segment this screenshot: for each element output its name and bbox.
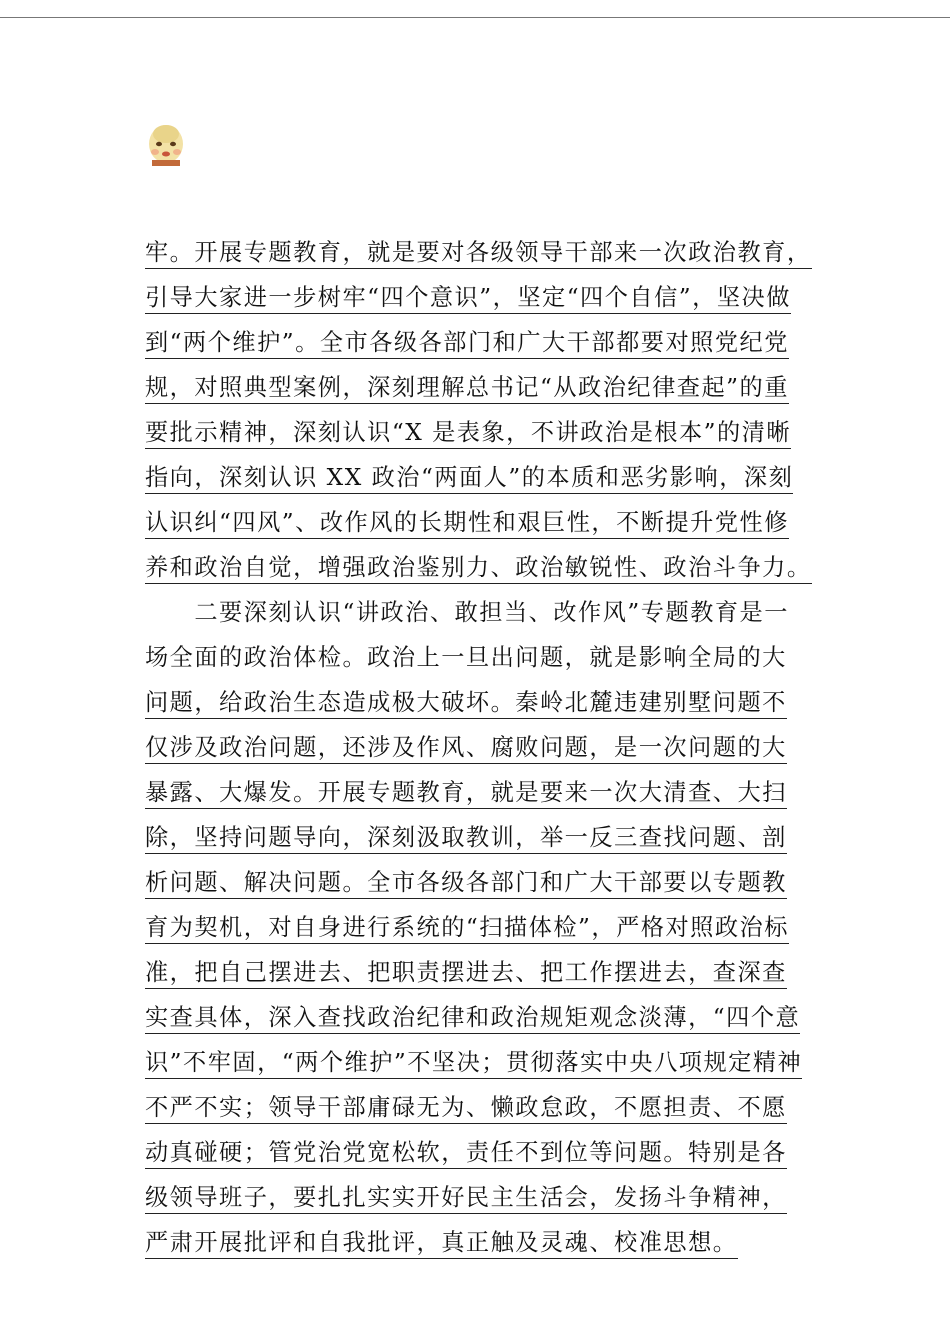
text-line: 场全面的政治体检。政治上一旦出问题，就是影响全局的大: [145, 644, 787, 671]
text-line: 不严不实；领导干部庸碌无为、懒政怠政，不愿担责、不愿: [145, 1089, 845, 1134]
text-line: 级领导班子，要扎扎实实开好民主生活会，发扬斗争精神，: [145, 1179, 845, 1224]
text-line: 引导大家进一步树牢“四个意识”，坚定“四个自信”，坚决做: [145, 279, 845, 324]
text-line: 问题，给政治生态造成极大破坏。秦岭北麓违建别墅问题不: [145, 684, 845, 729]
text-line: 认识纠“四风”、改作风的长期性和艰巨性，不断提升党性修: [145, 504, 845, 549]
text-line: 牢。开展专题教育，就是要对各级领导干部来一次政治教育，: [145, 234, 845, 279]
text-line: 识”不牢固，“两个维护”不坚决；贯彻落实中央八项规定精神: [145, 1044, 845, 1089]
document-body: [145, 234, 845, 1269]
paragraph-2: [145, 594, 845, 1269]
header-rule: [0, 17, 950, 18]
text-line: 除，坚持问题导向，深刻汲取教训，举一反三查找问题、剖: [145, 819, 845, 864]
text-line: 规，对照典型案例，深刻理解总书记“从政治纪律查起”的重: [145, 369, 845, 414]
text-line: 仅涉及政治问题，还涉及作风、腐败问题，是一次问题的大: [145, 729, 845, 774]
paragraph-1: [145, 234, 845, 594]
text-line: 析问题、解决问题。全市各级各部门和广大干部要以专题教: [145, 864, 845, 909]
baby-face-logo: [144, 122, 188, 166]
text-line: 养和政治自觉，增强政治鉴别力、政治敏锐性、政治斗争力。: [145, 549, 845, 594]
text-line: 育为契机，对自身进行系统的“扫描体检”，严格对照政治标: [145, 909, 845, 954]
text-line: 二要深刻认识“讲政治、敢担当、改作风”专题教育是一: [145, 599, 789, 626]
text-line: 准，把自己摆进去、把职责摆进去、把工作摆进去，查深查: [145, 954, 845, 999]
text-line: 指向，深刻认识 XX 政治“两面人”的本质和恶劣影响，深刻: [145, 459, 845, 504]
text-line: 到“两个维护”。全市各级各部门和广大干部都要对照党纪党: [145, 324, 845, 369]
text-line: 要批示精神，深刻认识“X 是表象，不讲政治是根本”的清晰: [145, 414, 845, 459]
text-line: 实查具体，深入查找政治纪律和政治规矩观念淡薄，“四个意: [145, 999, 845, 1044]
text-line: 暴露、大爆发。开展专题教育，就是要来一次大清查、大扫: [145, 774, 845, 819]
text-line: 动真碰硬；管党治党宽松软，责任不到位等问题。特别是各: [145, 1134, 845, 1179]
text-line: 严肃开展批评和自我批评，真正触及灵魂、校准思想。: [145, 1224, 845, 1269]
